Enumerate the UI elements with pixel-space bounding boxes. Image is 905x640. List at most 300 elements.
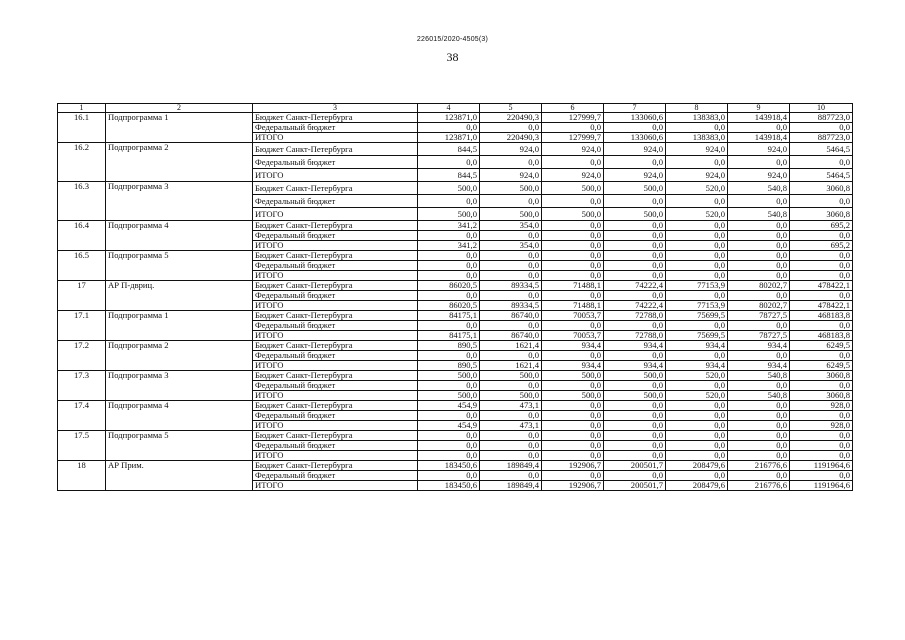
- amount-cell: 341,2: [418, 241, 480, 251]
- table-row: [58, 221, 853, 231]
- amount-cell: 0,0: [790, 291, 853, 301]
- funding-source: Федеральный бюджет: [253, 411, 418, 421]
- amount-cell: 0,0: [666, 321, 728, 331]
- funding-source: ИТОГО: [253, 271, 418, 281]
- amount-cell: 0,0: [666, 401, 728, 411]
- amount-cell: 934,4: [666, 341, 728, 351]
- funding-source: Федеральный бюджет: [253, 156, 418, 169]
- amount-cell: 500,0: [480, 182, 542, 195]
- column-header: 3: [253, 104, 418, 113]
- amount-cell: 540,8: [728, 182, 790, 195]
- amount-cell: 0,0: [542, 451, 604, 461]
- row-program-name: Подпрограмма 3: [106, 182, 253, 221]
- funding-source: Федеральный бюджет: [253, 195, 418, 208]
- column-header: 6: [542, 104, 604, 113]
- amount-cell: 500,0: [542, 391, 604, 401]
- amount-cell: 890,5: [418, 361, 480, 371]
- funding-source: Федеральный бюджет: [253, 291, 418, 301]
- amount-cell: 520,0: [666, 391, 728, 401]
- amount-cell: 72788,0: [604, 331, 666, 341]
- amount-cell: 0,0: [728, 271, 790, 281]
- amount-cell: 0,0: [790, 261, 853, 271]
- amount-cell: 0,0: [604, 195, 666, 208]
- amount-cell: 934,4: [542, 341, 604, 351]
- amount-cell: 0,0: [790, 156, 853, 169]
- amount-cell: 123871,0: [418, 113, 480, 123]
- funding-source: Бюджет Санкт-Петербурга: [253, 371, 418, 381]
- header-row: [58, 104, 853, 113]
- table-row: [58, 182, 853, 195]
- funding-source: Бюджет Санкт-Петербурга: [253, 461, 418, 471]
- amount-cell: 0,0: [666, 431, 728, 441]
- amount-cell: 0,0: [480, 251, 542, 261]
- table-row: [58, 251, 853, 261]
- amount-cell: 0,0: [728, 441, 790, 451]
- amount-cell: 0,0: [790, 471, 853, 481]
- amount-cell: 0,0: [666, 451, 728, 461]
- amount-cell: 0,0: [728, 451, 790, 461]
- amount-cell: 0,0: [728, 351, 790, 361]
- column-header: 2: [106, 104, 253, 113]
- row-program-name: Подпрограмма 5: [106, 431, 253, 461]
- amount-cell: 133060,6: [604, 133, 666, 143]
- amount-cell: 0,0: [480, 411, 542, 421]
- amount-cell: 0,0: [480, 351, 542, 361]
- funding-source: Бюджет Санкт-Петербурга: [253, 311, 418, 321]
- amount-cell: 890,5: [418, 341, 480, 351]
- amount-cell: 0,0: [604, 421, 666, 431]
- column-header: 4: [418, 104, 480, 113]
- funding-source: ИТОГО: [253, 241, 418, 251]
- table-row: [58, 311, 853, 321]
- amount-cell: 0,0: [418, 271, 480, 281]
- amount-cell: 5464,5: [790, 143, 853, 156]
- funding-source: Бюджет Санкт-Петербурга: [253, 431, 418, 441]
- amount-cell: 924,0: [542, 143, 604, 156]
- column-header: 10: [790, 104, 853, 113]
- amount-cell: 478422,1: [790, 301, 853, 311]
- amount-cell: 6249,5: [790, 341, 853, 351]
- amount-cell: 468183,8: [790, 311, 853, 321]
- table-row: [58, 341, 853, 351]
- amount-cell: 924,0: [542, 169, 604, 182]
- amount-cell: 540,8: [728, 371, 790, 381]
- amount-cell: 0,0: [542, 195, 604, 208]
- amount-cell: 0,0: [418, 231, 480, 241]
- amount-cell: 0,0: [418, 321, 480, 331]
- amount-cell: 0,0: [728, 401, 790, 411]
- amount-cell: 0,0: [542, 271, 604, 281]
- amount-cell: 200501,7: [604, 461, 666, 471]
- amount-cell: 0,0: [480, 123, 542, 133]
- amount-cell: 500,0: [542, 182, 604, 195]
- amount-cell: 0,0: [418, 441, 480, 451]
- amount-cell: 500,0: [418, 182, 480, 195]
- amount-cell: 0,0: [666, 351, 728, 361]
- amount-cell: 0,0: [728, 381, 790, 391]
- funding-source: Бюджет Санкт-Петербурга: [253, 143, 418, 156]
- amount-cell: 0,0: [790, 231, 853, 241]
- amount-cell: 0,0: [666, 251, 728, 261]
- amount-cell: 1191964,6: [790, 481, 853, 491]
- row-program-name: Подпрограмма 5: [106, 251, 253, 281]
- amount-cell: 478422,1: [790, 281, 853, 291]
- amount-cell: 0,0: [542, 221, 604, 231]
- funding-source: Бюджет Санкт-Петербурга: [253, 401, 418, 411]
- row-code: 17.2: [58, 341, 106, 371]
- column-header: 1: [58, 104, 106, 113]
- amount-cell: 934,4: [604, 361, 666, 371]
- amount-cell: 1621,4: [480, 361, 542, 371]
- amount-cell: 500,0: [542, 208, 604, 221]
- amount-cell: 934,4: [666, 361, 728, 371]
- amount-cell: 127999,7: [542, 133, 604, 143]
- amount-cell: 74222,4: [604, 301, 666, 311]
- amount-cell: 500,0: [604, 391, 666, 401]
- amount-cell: 192906,7: [542, 481, 604, 491]
- amount-cell: 0,0: [418, 411, 480, 421]
- amount-cell: 216776,6: [728, 461, 790, 471]
- amount-cell: 0,0: [480, 195, 542, 208]
- row-code: 17.4: [58, 401, 106, 431]
- amount-cell: 71488,1: [542, 281, 604, 291]
- amount-cell: 924,0: [728, 169, 790, 182]
- amount-cell: 0,0: [418, 451, 480, 461]
- amount-cell: 1621,4: [480, 341, 542, 351]
- amount-cell: 0,0: [480, 321, 542, 331]
- amount-cell: 0,0: [480, 231, 542, 241]
- amount-cell: 0,0: [542, 231, 604, 241]
- amount-cell: 0,0: [418, 195, 480, 208]
- amount-cell: 0,0: [604, 351, 666, 361]
- funding-source: Бюджет Санкт-Петербурга: [253, 113, 418, 123]
- amount-cell: 928,0: [790, 421, 853, 431]
- amount-cell: 924,0: [666, 143, 728, 156]
- amount-cell: 0,0: [480, 271, 542, 281]
- amount-cell: 695,2: [790, 241, 853, 251]
- funding-source: Бюджет Санкт-Петербурга: [253, 182, 418, 195]
- funding-source: ИТОГО: [253, 301, 418, 311]
- amount-cell: 473,1: [480, 401, 542, 411]
- table-row: [58, 401, 853, 411]
- amount-cell: 0,0: [666, 471, 728, 481]
- amount-cell: 5464,5: [790, 169, 853, 182]
- amount-cell: 0,0: [418, 251, 480, 261]
- amount-cell: 0,0: [728, 291, 790, 301]
- funding-source: ИТОГО: [253, 361, 418, 371]
- amount-cell: 0,0: [542, 291, 604, 301]
- amount-cell: 500,0: [480, 208, 542, 221]
- amount-cell: 0,0: [604, 221, 666, 231]
- amount-cell: 84175,1: [418, 311, 480, 321]
- amount-cell: 80202,7: [728, 301, 790, 311]
- amount-cell: 354,0: [480, 221, 542, 231]
- amount-cell: 924,0: [728, 143, 790, 156]
- amount-cell: 216776,6: [728, 481, 790, 491]
- amount-cell: 924,0: [480, 169, 542, 182]
- amount-cell: 220490,3: [480, 133, 542, 143]
- amount-cell: 520,0: [666, 371, 728, 381]
- amount-cell: 0,0: [790, 123, 853, 133]
- column-header: 9: [728, 104, 790, 113]
- amount-cell: 934,4: [728, 361, 790, 371]
- amount-cell: 3060,8: [790, 371, 853, 381]
- column-header: 7: [604, 104, 666, 113]
- row-program-name: Подпрограмма 3: [106, 371, 253, 401]
- amount-cell: 0,0: [604, 401, 666, 411]
- row-program-name: АР П-двриц.: [106, 281, 253, 311]
- funding-source: Федеральный бюджет: [253, 441, 418, 451]
- amount-cell: 0,0: [728, 241, 790, 251]
- row-program-name: Подпрограмма 1: [106, 113, 253, 143]
- amount-cell: 0,0: [790, 411, 853, 421]
- amount-cell: 0,0: [728, 261, 790, 271]
- row-code: 18: [58, 461, 106, 491]
- amount-cell: 74222,4: [604, 281, 666, 291]
- amount-cell: 500,0: [604, 208, 666, 221]
- amount-cell: 0,0: [542, 321, 604, 331]
- amount-cell: 0,0: [542, 381, 604, 391]
- amount-cell: 500,0: [480, 371, 542, 381]
- amount-cell: 500,0: [604, 371, 666, 381]
- amount-cell: 0,0: [418, 156, 480, 169]
- amount-cell: 0,0: [666, 271, 728, 281]
- row-program-name: Подпрограмма 2: [106, 341, 253, 371]
- amount-cell: 0,0: [604, 411, 666, 421]
- funding-source: ИТОГО: [253, 208, 418, 221]
- amount-cell: 189849,4: [480, 481, 542, 491]
- amount-cell: 0,0: [418, 381, 480, 391]
- amount-cell: 540,8: [728, 391, 790, 401]
- amount-cell: 844,5: [418, 143, 480, 156]
- amount-cell: 80202,7: [728, 281, 790, 291]
- row-code: 17: [58, 281, 106, 311]
- row-program-name: Подпрограмма 2: [106, 143, 253, 182]
- funding-source: Федеральный бюджет: [253, 351, 418, 361]
- funding-source: ИТОГО: [253, 481, 418, 491]
- amount-cell: 70053,7: [542, 311, 604, 321]
- amount-cell: 0,0: [604, 451, 666, 461]
- amount-cell: 844,5: [418, 169, 480, 182]
- amount-cell: 6249,5: [790, 361, 853, 371]
- amount-cell: 86740,0: [480, 331, 542, 341]
- row-code: 16.4: [58, 221, 106, 251]
- amount-cell: 0,0: [728, 195, 790, 208]
- amount-cell: 0,0: [418, 261, 480, 271]
- amount-cell: 887723,0: [790, 133, 853, 143]
- amount-cell: 0,0: [542, 471, 604, 481]
- funding-source: ИТОГО: [253, 169, 418, 182]
- amount-cell: 72788,0: [604, 311, 666, 321]
- row-code: 16.3: [58, 182, 106, 221]
- amount-cell: 3060,8: [790, 391, 853, 401]
- amount-cell: 0,0: [666, 441, 728, 451]
- amount-cell: 0,0: [480, 431, 542, 441]
- amount-cell: 0,0: [666, 381, 728, 391]
- amount-cell: 0,0: [542, 351, 604, 361]
- funding-source: ИТОГО: [253, 331, 418, 341]
- row-code: 16.2: [58, 143, 106, 182]
- amount-cell: 500,0: [480, 391, 542, 401]
- amount-cell: 0,0: [542, 441, 604, 451]
- funding-source: ИТОГО: [253, 421, 418, 431]
- amount-cell: 0,0: [666, 241, 728, 251]
- amount-cell: 454,9: [418, 401, 480, 411]
- amount-cell: 0,0: [418, 291, 480, 301]
- amount-cell: 86020,5: [418, 301, 480, 311]
- funding-source: Бюджет Санкт-Петербурга: [253, 251, 418, 261]
- amount-cell: 934,4: [604, 341, 666, 351]
- amount-cell: 0,0: [418, 431, 480, 441]
- amount-cell: 143918,4: [728, 113, 790, 123]
- amount-cell: 0,0: [542, 411, 604, 421]
- amount-cell: 0,0: [728, 421, 790, 431]
- amount-cell: 3060,8: [790, 208, 853, 221]
- amount-cell: 192906,7: [542, 461, 604, 471]
- amount-cell: 0,0: [542, 431, 604, 441]
- table-row: [58, 143, 853, 156]
- amount-cell: 208479,6: [666, 461, 728, 471]
- amount-cell: 473,1: [480, 421, 542, 431]
- amount-cell: 0,0: [604, 431, 666, 441]
- amount-cell: 0,0: [480, 381, 542, 391]
- amount-cell: 183450,6: [418, 461, 480, 471]
- row-code: 17.5: [58, 431, 106, 461]
- amount-cell: 520,0: [666, 208, 728, 221]
- amount-cell: 0,0: [728, 221, 790, 231]
- table-row: [58, 461, 853, 471]
- amount-cell: 0,0: [604, 251, 666, 261]
- amount-cell: 0,0: [790, 251, 853, 261]
- amount-cell: 0,0: [418, 351, 480, 361]
- amount-cell: 86740,0: [480, 311, 542, 321]
- table-row: [58, 113, 853, 123]
- amount-cell: 0,0: [542, 251, 604, 261]
- amount-cell: 138383,0: [666, 133, 728, 143]
- amount-cell: 934,4: [542, 361, 604, 371]
- amount-cell: 143918,4: [728, 133, 790, 143]
- table-row: [58, 281, 853, 291]
- row-program-name: Подпрограмма 4: [106, 401, 253, 431]
- amount-cell: 78727,5: [728, 311, 790, 321]
- amount-cell: 1191964,6: [790, 461, 853, 471]
- amount-cell: 0,0: [542, 401, 604, 411]
- row-program-name: Подпрограмма 4: [106, 221, 253, 251]
- table-row: [58, 431, 853, 441]
- amount-cell: 0,0: [666, 123, 728, 133]
- amount-cell: 0,0: [604, 123, 666, 133]
- amount-cell: 3060,8: [790, 182, 853, 195]
- amount-cell: 0,0: [480, 261, 542, 271]
- amount-cell: 200501,7: [604, 481, 666, 491]
- amount-cell: 500,0: [418, 208, 480, 221]
- amount-cell: 500,0: [418, 391, 480, 401]
- amount-cell: 0,0: [604, 441, 666, 451]
- amount-cell: 0,0: [728, 411, 790, 421]
- amount-cell: 84175,1: [418, 331, 480, 341]
- amount-cell: 77153,9: [666, 301, 728, 311]
- amount-cell: 0,0: [480, 156, 542, 169]
- amount-cell: 89334,5: [480, 301, 542, 311]
- amount-cell: 0,0: [542, 421, 604, 431]
- amount-cell: 928,0: [790, 401, 853, 411]
- amount-cell: 0,0: [790, 381, 853, 391]
- amount-cell: 75699,5: [666, 331, 728, 341]
- amount-cell: 0,0: [604, 381, 666, 391]
- amount-cell: 0,0: [790, 451, 853, 461]
- amount-cell: 354,0: [480, 241, 542, 251]
- row-code: 17.3: [58, 371, 106, 401]
- page-number: 38: [446, 50, 459, 64]
- funding-source: ИТОГО: [253, 451, 418, 461]
- funding-source: Федеральный бюджет: [253, 321, 418, 331]
- amount-cell: 0,0: [604, 156, 666, 169]
- amount-cell: 0,0: [666, 231, 728, 241]
- amount-cell: 454,9: [418, 421, 480, 431]
- amount-cell: 71488,1: [542, 301, 604, 311]
- amount-cell: 0,0: [790, 321, 853, 331]
- amount-cell: 0,0: [542, 156, 604, 169]
- row-program-name: Подпрограмма 1: [106, 311, 253, 341]
- amount-cell: 0,0: [604, 471, 666, 481]
- amount-cell: 0,0: [728, 251, 790, 261]
- funding-source: Федеральный бюджет: [253, 261, 418, 271]
- amount-cell: 924,0: [604, 169, 666, 182]
- amount-cell: 0,0: [728, 231, 790, 241]
- amount-cell: 0,0: [480, 441, 542, 451]
- amount-cell: 468183,8: [790, 331, 853, 341]
- amount-cell: 0,0: [790, 195, 853, 208]
- amount-cell: 0,0: [790, 431, 853, 441]
- amount-cell: 0,0: [604, 271, 666, 281]
- amount-cell: 0,0: [480, 471, 542, 481]
- funding-source: ИТОГО: [253, 391, 418, 401]
- funding-source: Бюджет Санкт-Петербурга: [253, 221, 418, 231]
- amount-cell: 0,0: [666, 261, 728, 271]
- amount-cell: 0,0: [480, 291, 542, 301]
- amount-cell: 0,0: [666, 195, 728, 208]
- funding-source: Федеральный бюджет: [253, 381, 418, 391]
- funding-source: Федеральный бюджет: [253, 123, 418, 133]
- amount-cell: 133060,6: [604, 113, 666, 123]
- column-header: 5: [480, 104, 542, 113]
- amount-cell: 0,0: [666, 221, 728, 231]
- amount-cell: 500,0: [418, 371, 480, 381]
- amount-cell: 0,0: [666, 291, 728, 301]
- amount-cell: 341,2: [418, 221, 480, 231]
- amount-cell: 0,0: [604, 261, 666, 271]
- amount-cell: 500,0: [604, 182, 666, 195]
- amount-cell: 0,0: [604, 321, 666, 331]
- amount-cell: 0,0: [790, 441, 853, 451]
- funding-source: Федеральный бюджет: [253, 231, 418, 241]
- amount-cell: 75699,5: [666, 311, 728, 321]
- amount-cell: 0,0: [604, 291, 666, 301]
- row-program-name: АР Прим.: [106, 461, 253, 491]
- amount-cell: 0,0: [604, 231, 666, 241]
- amount-cell: 924,0: [604, 143, 666, 156]
- amount-cell: 189849,4: [480, 461, 542, 471]
- amount-cell: 89334,5: [480, 281, 542, 291]
- amount-cell: 540,8: [728, 208, 790, 221]
- amount-cell: 0,0: [542, 241, 604, 251]
- amount-cell: 0,0: [418, 123, 480, 133]
- funding-source: Бюджет Санкт-Петербурга: [253, 341, 418, 351]
- column-header: 8: [666, 104, 728, 113]
- amount-cell: 0,0: [790, 351, 853, 361]
- amount-cell: 520,0: [666, 182, 728, 195]
- amount-cell: 0,0: [542, 123, 604, 133]
